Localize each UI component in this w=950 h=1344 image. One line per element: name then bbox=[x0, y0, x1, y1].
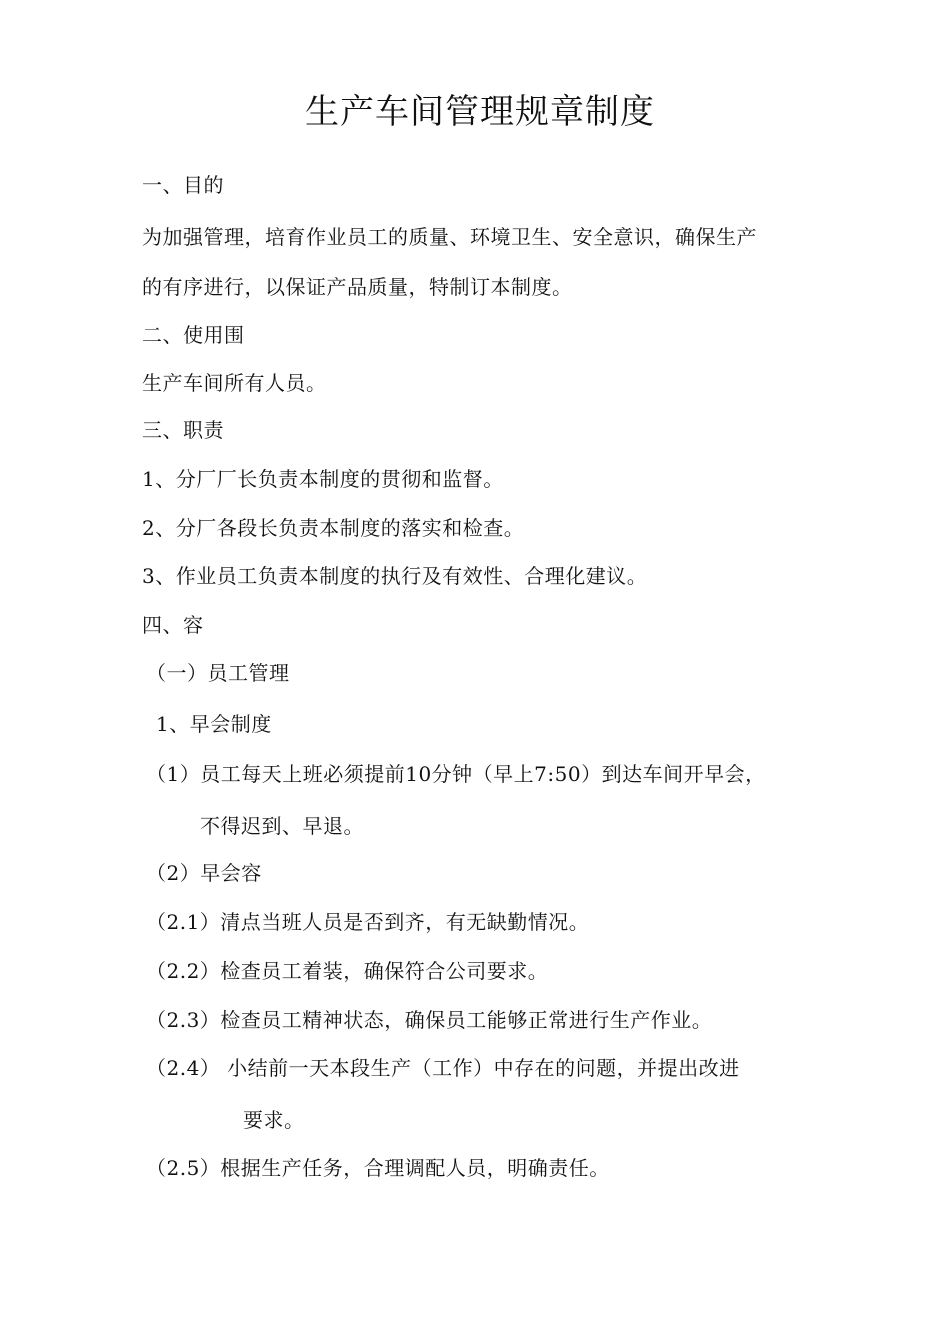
rule-2-3: （2.3）检查员工精神状态，确保员工能够正常进行生产作业。 bbox=[146, 1008, 713, 1032]
rule-2-heading: （2）早会容 bbox=[146, 861, 262, 885]
section-heading-scope: 二、使用围 bbox=[142, 323, 245, 347]
rule-2-1: （2.1）清点当班人员是否到齐，有无缺勤情况。 bbox=[146, 910, 590, 934]
rule-2-2: （2.2）检查员工着装，确保符合公司要求。 bbox=[146, 959, 549, 983]
rule-2-4-line-2: 要求。 bbox=[243, 1108, 305, 1132]
duty-item-3: 3、作业员工负责本制度的执行及有效性、合理化建议。 bbox=[142, 564, 648, 588]
item-heading-morning-meeting: 1、早会制度 bbox=[156, 712, 272, 736]
duty-item-1: 1、分厂厂长负责本制度的贯彻和监督。 bbox=[142, 467, 504, 491]
purpose-paragraph-line-1: 为加强管理，培育作业员工的质量、环境卫生、安全意识，确保生产 bbox=[142, 225, 757, 249]
duty-item-2: 2、分厂各段长负责本制度的落实和检查。 bbox=[142, 516, 525, 540]
rule-2-5: （2.5）根据生产任务，合理调配人员，明确责任。 bbox=[146, 1156, 610, 1180]
scope-paragraph: 生产车间所有人员。 bbox=[142, 371, 327, 395]
section-heading-purpose: 一、目的 bbox=[142, 173, 224, 197]
rule-1-line-1: （1）员工每天上班必须提前10分钟（早上7:50）到达车间开早会， bbox=[146, 762, 766, 786]
document-title: 生产车间管理规章制度 bbox=[305, 92, 655, 132]
purpose-paragraph-line-2: 的有序进行，以保证产品质量，特制订本制度。 bbox=[142, 275, 573, 299]
rule-2-4-line-1: （2.4） 小结前一天本段生产（工作）中存在的问题，并提出改进 bbox=[146, 1056, 740, 1080]
section-heading-duties: 三、职责 bbox=[142, 418, 224, 442]
section-heading-content: 四、容 bbox=[142, 613, 204, 637]
subsection-heading-staff: （一）员工管理 bbox=[146, 661, 290, 685]
rule-1-line-2: 不得迟到、早退。 bbox=[200, 814, 364, 838]
